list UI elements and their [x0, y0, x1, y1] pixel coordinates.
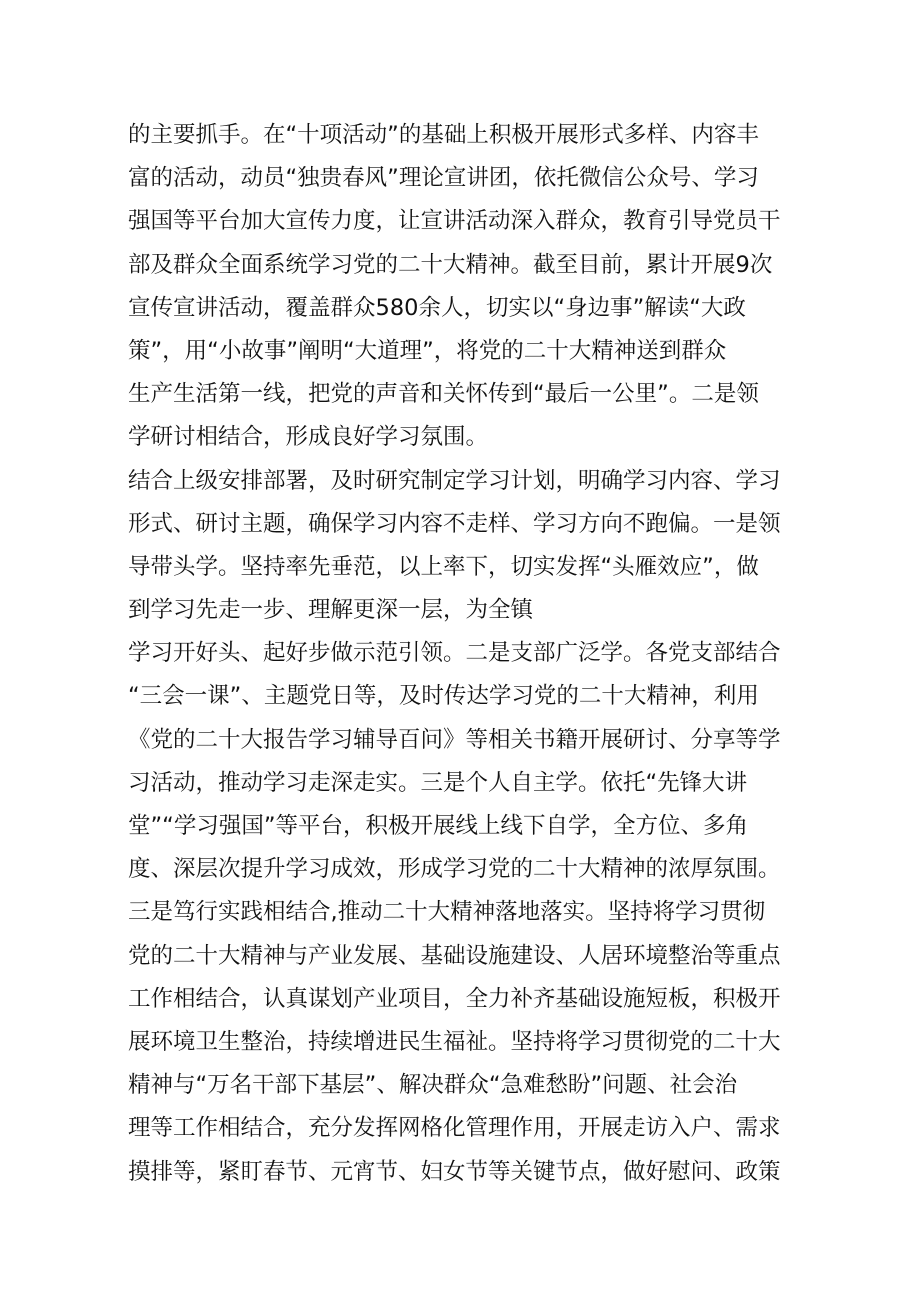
text-line: 展环境卫生整治，持续增进民生福祉。坚持将学习贯彻党的二十大 — [128, 1028, 781, 1055]
text-line: 宣传宣讲活动，覆盖群众580余人，切实以“身边事”解读“大政 — [128, 294, 746, 321]
text-line: 部及群众全面系统学习党的二十大精神。截至目前，累计开展9次 — [128, 251, 773, 278]
text-line: 策”，用“小故事”阐明“大道理”，将党的二十大精神送到群众 — [128, 337, 727, 364]
text-line: 摸排等，紧盯春节、元宵节、妇女节等关键节点，做好慰问、政策 — [128, 1158, 781, 1185]
text-line: 的主要抓手。在“十项活动”的基础上积极开展形式多样、内容丰 — [128, 122, 759, 148]
text-line: 形式、研讨主题，确保学习内容不走样、学习方向不跑偏。一是领 — [128, 510, 781, 537]
text-line: “三会一课”、主题党日等，及时传达学习党的二十大精神，利用 — [128, 683, 759, 710]
text-line: 学研讨相结合，形成良好学习氛围。 — [128, 424, 489, 451]
text-line: 学习开好头、起好步做示范引领。二是支部广泛学。各党支部结合 — [128, 640, 781, 667]
text-line: 《党的二十大报告学习辅导百问》等相关书籍开展研讨、分享等学 — [128, 726, 781, 753]
text-line: 生产生活第一线，把党的声音和关怀传到“最后一公里”。二是领 — [128, 381, 759, 408]
text-line: 富的活动，动员“独贵春风”理论宣讲团，依托微信公众号、学习 — [128, 165, 759, 192]
text-line: 导带头学。坚持率先垂范，以上率下，切实发挥“头雁效应”，做 — [128, 553, 759, 580]
text-line: 党的二十大精神与产业发展、基础设施建设、人居环境整治等重点 — [128, 942, 781, 969]
text-line: 堂”“学习强国”等平台，积极开展线上线下自学，全方位、多角 — [128, 813, 748, 839]
body-text — [128, 114, 808, 1194]
text-line: 度、深层次提升学习成效，形成学习党的二十大精神的浓厚氛围。 — [128, 856, 781, 883]
text-line: 理等工作相结合，充分发挥网格化管理作用，开展走访入户、需求 — [128, 1115, 781, 1142]
text-line: 结合上级安排部署，及时研究制定学习计划，明确学习内容、学习 — [128, 467, 781, 494]
text-line: 到学习先走一步、理解更深一层，为全镇 — [128, 597, 534, 624]
text-line: 强国等平台加大宣传力度，让宣讲活动深入群众，教育引导党员干 — [128, 208, 781, 235]
text-line: 三是笃行实践相结合,推动二十大精神落地落实。坚持将学习贯彻 — [128, 899, 766, 926]
text-line: 精神与“万名干部下基层”、解决群众“急难愁盼”问题、社会治 — [128, 1072, 738, 1099]
text-line: 工作相结合，认真谋划产业项目，全力补齐基础设施短板，积极开 — [128, 985, 781, 1012]
text-line: 习活动，推动学习走深走实。三是个人自主学。依托“先锋大讲 — [128, 769, 748, 796]
